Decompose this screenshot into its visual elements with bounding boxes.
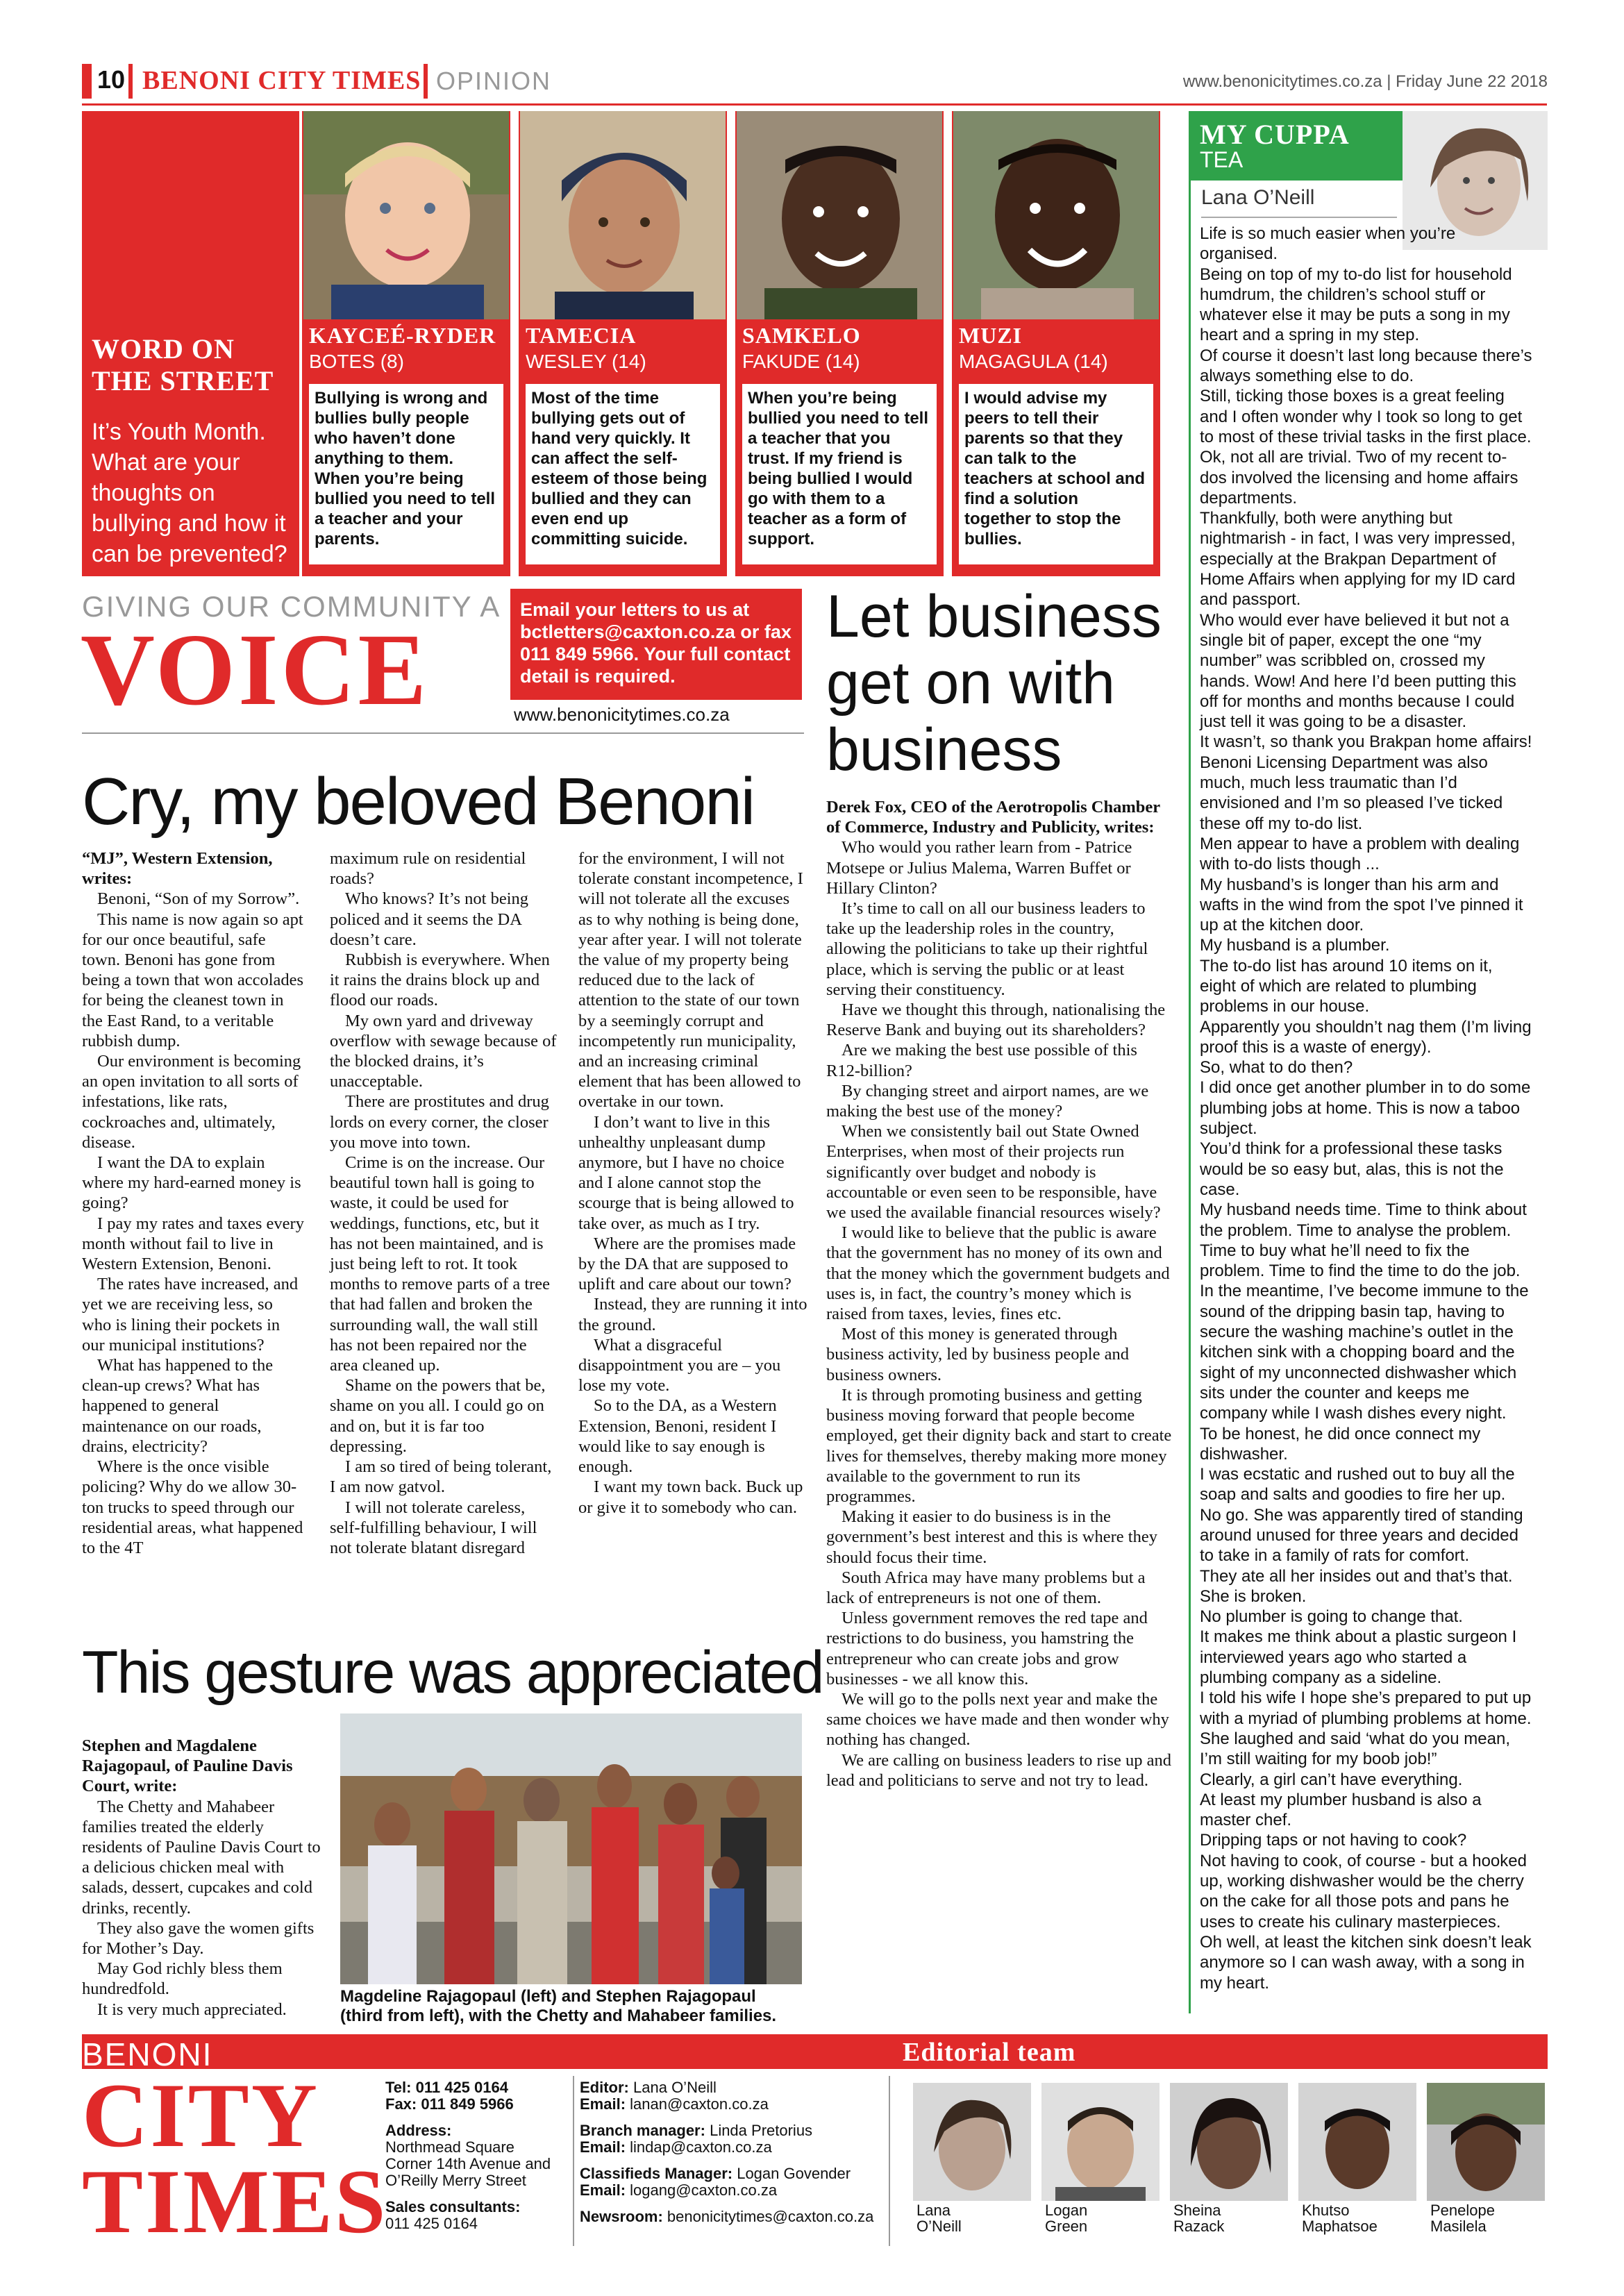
person-first-name: KAYCEÉ-RYDER	[309, 323, 496, 348]
word-on-street-title	[92, 333, 274, 397]
sales-label	[385, 2199, 573, 2215]
paragraph: Instead, they are running it into the ground.	[578, 1295, 807, 1334]
voice-kicker: GIVING OUR COMMUNITY A	[82, 590, 501, 623]
header-divider	[128, 64, 133, 99]
label: Sales consultants:	[385, 2198, 521, 2215]
paragraph: Are we making the best use possible of this R12-billion?	[826, 1041, 1137, 1080]
email-value[interactable]: logang@caxton.co.za	[630, 2181, 778, 2199]
divider	[1201, 217, 1397, 218]
team-photo	[1041, 2083, 1160, 2201]
my-cuppa-body	[1200, 224, 1533, 1993]
label: Address:	[385, 2122, 452, 2139]
divider	[82, 732, 804, 734]
paragraph: My own yard and driveway overflow with sewage because of the blocked drains, it’s unacceptable.	[330, 1011, 557, 1091]
photo-caption: Magdeline Rajagopaul (left) and Stephen Rajagopaul (third from left), with the Chetty and Mahabeer families.	[340, 1987, 777, 2025]
paragraph: Life is so much easier when you’re organised.	[1200, 224, 1456, 264]
first-name: Sheina	[1173, 2202, 1221, 2219]
team-photo	[913, 2083, 1031, 2201]
team-member-name	[1430, 2202, 1495, 2234]
letter1-column-2	[330, 848, 559, 1558]
paragraph: Apparently you shouldn’t nag them (I’m living proof this is a waste of energy).	[1200, 1017, 1532, 1057]
byline	[826, 797, 1173, 837]
label: Newsroom:	[580, 2208, 663, 2225]
paragraph: Oh well, at least the kitchen sink doesn’t leak anymore so I can wash away, with a song in my heart.	[1200, 1932, 1532, 1993]
editor-row	[580, 2079, 885, 2096]
paragraph: Clearly, a girl can’t have everything.	[1200, 1770, 1463, 1789]
fax-value: 011 849 5966	[421, 2095, 514, 2113]
voice-heading: VOICE	[81, 613, 430, 727]
paragraph: I did once get another plumber in to do some plumbing jobs at home. This is now a taboo subject.	[1200, 1078, 1531, 1139]
team-member-name	[916, 2202, 962, 2234]
paragraph: Benoni, “Son of my Sorrow”.	[97, 889, 300, 909]
last-name: Maphatsoe	[1302, 2218, 1378, 2235]
paragraph: Shame on the powers that be, shame on you all. I could go on and on, but it is far too depressing.	[330, 1376, 546, 1456]
section-label: OPINION	[436, 67, 552, 95]
team-member-name	[1045, 2202, 1087, 2234]
footer-benoni: BENONI	[82, 2036, 213, 2072]
person-quote: When you’re being bullied you need to tell a teacher that you trust. If my friend is being bullied I would go with them to a teacher as a form of support.	[742, 384, 937, 564]
paragraph: You’d think for a professional these tasks would be so easy but, alas, this is not the case.	[1200, 1139, 1504, 1199]
paragraph: When we consistently bail out State Owned Enterprises, when most of their projects run significantly over budget and nobody is accountable or even seen to be responsible, have we used the available financial resources wisely?	[826, 1122, 1161, 1223]
branch-manager-name: Linda Pretorius	[710, 2122, 813, 2139]
paragraph: Still, ticking those boxes is a great feeling and I often wonder why I took so long to get to most of these trivial tasks in the first place.	[1200, 387, 1532, 446]
headline-cry-my-beloved-benoni: Cry, my beloved Benoni	[82, 764, 755, 839]
address-label	[385, 2122, 573, 2139]
paragraph: Being on top of my to-do list for household humdrum, the children’s school stuff or whatever else it may be puts a song in my heart and a spring in my step.	[1200, 265, 1512, 345]
paragraph: I will not tolerate careless, self-fulfilling behaviour, I will not tolerate blatant disregard	[330, 1498, 537, 1557]
paragraph: May God richly bless them hundredfold.	[82, 1959, 283, 1999]
fax-row	[385, 2096, 573, 2113]
person-last-name: FAKUDE (14)	[742, 351, 860, 372]
paragraph: Of course it doesn’t last long because there’s always something else to do.	[1200, 346, 1532, 386]
page-number: 10	[97, 65, 126, 94]
logo-line: CITY	[82, 2064, 320, 2166]
paragraph: So to the DA, as a Western Extension, Benoni, resident I would like to say enough is enough.	[578, 1396, 777, 1477]
person-quote: I would advise my peers to tell their parents so that they can talk to the teachers at school and find a solution together to stop the bullies.	[959, 384, 1153, 564]
letter1-column-1	[82, 848, 304, 1558]
paragraph: I was ecstatic and rushed out to buy all the soap and salts and goodies to fire her up.	[1200, 1465, 1515, 1505]
paragraph: Rubbish is everywhere. When it rains the drains block up and flood our roads.	[330, 950, 550, 1010]
word-on-street-intro: It’s Youth Month. What are your thoughts on bullying and how it can be prevented?	[92, 419, 287, 567]
label: Email:	[580, 2095, 626, 2113]
paragraph: We will go to the polls next year and make the same choices we have made and then wonder why nothing has changed.	[826, 1689, 1169, 1750]
team-photo	[1170, 2083, 1288, 2201]
paragraph: Unless government removes the red tape and restrictions to do business, you hamstring the entrepreneur who can create jobs and grow businesses - we all know this.	[826, 1609, 1148, 1689]
header-url-date: www.benonicitytimes.co.za | Friday June 22 2018	[1182, 72, 1548, 91]
paragraph: What a disgraceful disappointment you are – you lose my vote.	[578, 1335, 781, 1396]
paragraph: Men appear to have a problem with dealing with to-do lists though ...	[1200, 834, 1520, 874]
byline-text: Stephen and Magdalene Rajagopaul, of Pauline Davis Court, write:	[82, 1736, 293, 1796]
paragraph: No go. She was apparently tired of standing around unused for three years and decided to take in a family of rats for comfort.	[1200, 1505, 1523, 1566]
headline-let-business: Let business get on with business	[826, 583, 1162, 783]
paragraph: It’s time to call on all our business leaders to take up the leadership roles in the country, allowing the politicians to take up their rightful place, which is serving the public or at least serving their constituency.	[826, 899, 1148, 999]
paragraph: I am so tired of being tolerant, I am now gatvol.	[330, 1457, 552, 1497]
branch-manager-row	[580, 2122, 885, 2139]
byline	[82, 1736, 328, 1797]
person-photo	[303, 111, 509, 319]
label: Branch manager:	[580, 2122, 705, 2139]
paragraph: Making it easier to do business is in the government’s best interest and this is where they should focus their time.	[826, 1507, 1157, 1567]
paragraph: Who knows? It’s not being policed and it seems the DA doesn’t care.	[330, 889, 529, 949]
paragraph: I want the DA to explain where my hard-earned money is going?	[82, 1153, 301, 1213]
first-name: Penelope	[1430, 2202, 1495, 2219]
team-photo	[1298, 2083, 1416, 2201]
my-cuppa-subtitle: TEA	[1200, 147, 1244, 172]
first-name: Logan	[1045, 2202, 1088, 2219]
paragraph: At least my plumber husband is also a master chef.	[1200, 1790, 1482, 1830]
divider	[889, 2076, 890, 2246]
paragraph: The rates have increased, and yet we are receiving less, so who is lining their pockets in our municipal institutions?	[82, 1275, 299, 1355]
last-name: Green	[1045, 2218, 1088, 2235]
paragraph: My husband’s is longer than his arm and wafts in the wind from the spot I’ve pinned it up at the kitchen door.	[1200, 875, 1523, 935]
address-line: Northmead Square	[385, 2138, 514, 2156]
paragraph: The Chetty and Mahabeer families treated the elderly residents of Pauline Davis Court to a delicious chicken meal with salads, dessert, cupcakes and cold drinks, recently.	[82, 1797, 321, 1918]
title-line: WORD ON	[92, 333, 235, 364]
paragraph: This name is now again so apt for our once beautiful, safe town. Benoni has gone from being a town that won accolades for being the cleanest town in the East Rand, to a veritable rubbish dump.	[82, 910, 304, 1050]
person-photo	[520, 111, 726, 319]
paragraph: Who would you rather learn from - Patrice Motsepe or Julius Malema, Warren Buffet or Hillary Clinton?	[826, 838, 1132, 898]
paragraph: I don’t want to live in this unhealthy unpleasant dump anymore, but I have no choice and I alone cannot stop the scourge that is being allowed to take over, as much as I try.	[578, 1112, 794, 1233]
person-first-name: MUZI	[959, 323, 1023, 348]
paragraph: It is through promoting business and getting business moving forward that people become employed, get their dignity back and start to create lives for themselves, thereby making more money available to the government to run its programmes.	[826, 1385, 1172, 1506]
paragraph: By changing street and airport names, are we making the best use of the money?	[826, 1081, 1149, 1121]
paragraph: maximum rule on residential roads?	[330, 849, 526, 889]
paragraph: Crime is on the increase. Our beautiful town hall is going to waste, it could be used for weddings, functions, etc, but it has not been maintained, and is just being left to rot. It took months to remove parts of a tree that had fallen and broken the surrounding wall, the wall still has not been repaired nor the area cleaned up.	[330, 1153, 551, 1375]
paragraph: Dripping taps or not having to cook?	[1200, 1831, 1467, 1850]
person-quote: Most of the time bullying gets out of hand very quickly. It can affect the self-esteem of those being bullied and they can even end up committing suicide.	[526, 384, 720, 564]
paragraph: for the environment, I will not tolerate constant incompetence, I will not tolerate all the excuses as to why nothing is being done, year after year. I will not tolerate the value of my property being reduced due to the lack of attention to the state of our town by a seemingly corrupt and incompetently run municipality, and an increasing criminal element that has been allowed to overtake in our town.	[578, 849, 803, 1112]
paragraph: To be honest, he did once connect my dishwasher.	[1200, 1424, 1481, 1464]
website-link[interactable]: www.benonicitytimes.co.za	[514, 704, 730, 725]
paragraph: I want my town back. Buck up or give it to somebody who can.	[578, 1477, 803, 1517]
address-line: Corner 14th Avenue and	[385, 2155, 551, 2172]
email-value[interactable]: lanan@caxton.co.za	[630, 2095, 769, 2113]
my-cuppa-title: MY CUPPA	[1200, 119, 1350, 150]
address-line: O’Reilly Merry Street	[385, 2172, 526, 2189]
street-person	[735, 111, 944, 576]
label: Classifieds Manager:	[580, 2165, 733, 2182]
person-photo	[953, 111, 1159, 319]
paragraph: The to-do list has around 10 items on it, eight of which are related to plumbing problems in our house.	[1200, 956, 1493, 1016]
header-accent	[82, 64, 92, 99]
letter3-body	[826, 797, 1173, 1791]
last-name: Razack	[1173, 2218, 1225, 2235]
label: Editor:	[580, 2079, 629, 2096]
logo-line: TIMES	[82, 2150, 388, 2252]
person-last-name: MAGAGULA (14)	[959, 351, 1108, 372]
paragraph: It wasn’t, so thank you Brakpan home affairs!	[1200, 732, 1532, 752]
paragraph: Where is the once visible policing? Why do we allow 30-ton trucks to speed through our residential areas, what happened to the 4T	[82, 1457, 303, 1557]
paragraph: They also gave the women gifts for Mother’s Day.	[82, 1918, 315, 1959]
editorial-team-title: Editorial team	[903, 2038, 1076, 2067]
paragraph: My husband is a plumber.	[1200, 936, 1390, 955]
letter2-body	[82, 1736, 328, 2020]
byline-text: “MJ”, Western Extension, writes:	[82, 849, 273, 889]
paragraph: What has happened to the clean-up crews? What has happened to general maintenance on our roads, drains, electricity?	[82, 1356, 274, 1456]
divider	[573, 2076, 574, 2246]
word-on-street-panel	[82, 111, 299, 576]
paragraph: Thankfully, both were anything but nightmarish - in fact, I was very impressed, especially at the Brakpan Department of Home Affairs when applying for my ID card and passport.	[1200, 509, 1516, 610]
paragraph: Our environment is becoming an open invitation to all sorts of infestations, like rats, cockroaches and, ultimately, disease.	[82, 1052, 301, 1152]
last-name: Masilela	[1430, 2218, 1487, 2235]
byline-text: Derek Fox, CEO of the Aerotropolis Chamber of Commerce, Industry and Publicity, writes:	[826, 798, 1160, 837]
editor-name: Lana O’Neill	[633, 2079, 717, 2096]
paragraph: Not having to cook, of course - but a hooked up, working dishwasher would be the cherry on the cake for all those pots and pans he uses to create his culinary masterpieces.	[1200, 1851, 1527, 1932]
newsroom-email[interactable]: benonicitytimes@caxton.co.za	[667, 2208, 874, 2225]
email-row	[580, 2182, 885, 2199]
paragraph: Where are the promises made by the DA that are supposed to uplift and care about our town?	[578, 1234, 796, 1294]
label: Tel:	[385, 2079, 412, 2096]
paragraph: They ate all her insides out and that’s that.	[1200, 1566, 1513, 1586]
classifieds-row	[580, 2165, 885, 2182]
person-last-name: BOTES (8)	[309, 351, 404, 372]
paper-title: BENONI CITY TIMES	[142, 66, 421, 95]
last-name: O’Neill	[916, 2218, 962, 2235]
my-cuppa-author: Lana O’Neill	[1201, 186, 1315, 209]
title-line: THE STREET	[92, 365, 274, 396]
contact-info	[385, 2079, 573, 2232]
email-row	[580, 2096, 885, 2113]
email-row	[580, 2139, 885, 2156]
paragraph: I would like to believe that the public is aware that the government has no money of its own and that the money which the government budgets and uses is, in fact, the country’s money which is raised from taxes, levies, fines etc.	[826, 1223, 1170, 1324]
label: Fax:	[385, 2095, 417, 2113]
header-divider	[424, 64, 428, 99]
paragraph: Benoni Licensing Department was also much, much less traumatic than I’d envisioned and I’m so pleased I’ve ticked these off my to-do list.	[1200, 753, 1503, 833]
paragraph: My husband needs time. Time to think about the problem. Time to analyse the problem. Time to buy what he’ll need to fix the problem. Time to find the time to do the job.	[1200, 1200, 1527, 1281]
letters-info-box: Email your letters to us at bctletters@caxton.co.za or fax 011 849 5966. Your full contact detail is required.	[510, 589, 802, 700]
byline	[82, 848, 304, 889]
newsroom-row	[580, 2209, 885, 2225]
label: Email:	[580, 2181, 626, 2199]
paragraph: It makes me think about a plastic surgeon I interviewed years ago who started a plumbing company as a sideline.	[1200, 1627, 1517, 1688]
person-first-name: TAMECIA	[526, 323, 637, 348]
tel-value: 011 425 0164	[415, 2079, 508, 2096]
footer-logo	[82, 2064, 388, 2252]
paragraph: In the meantime, I’ve become immune to the sound of the dripping basin tap, having to secure the washing machine’s outlet in the kitchen sink with a chopping board and the sight of my unconnected dishwasher which sits under the counter and keeps me company while I wash dishes every night.	[1200, 1282, 1529, 1423]
paragraph: She is broken.	[1200, 1586, 1307, 1606]
sales-value: 011 425 0164	[385, 2215, 478, 2232]
person-last-name: WESLEY (14)	[526, 351, 646, 372]
first-name: Khutso	[1302, 2202, 1350, 2219]
paragraph: There are prostitutes and drug lords on every corner, the closer you move into town.	[330, 1092, 549, 1152]
paragraph: No plumber is going to change that.	[1200, 1607, 1463, 1627]
label: Email:	[580, 2138, 626, 2156]
paragraph: I told his wife I hope she’s prepared to put up with a myriad of plumbing problems at home. She laughed and said ‘what do you mean, I’m still waiting for my boob job!”	[1200, 1689, 1532, 1769]
person-quote: Bullying is wrong and bullies bully people who haven’t done anything to them. When you’re being bullied you need to tell a teacher and your parents.	[309, 384, 503, 564]
tel-row	[385, 2079, 573, 2096]
email-value[interactable]: lindap@caxton.co.za	[630, 2138, 772, 2156]
headline-gesture-appreciated: This gesture was appreciated	[82, 1639, 823, 1706]
team-member-name	[1173, 2202, 1224, 2234]
street-person	[519, 111, 727, 576]
person-photo	[737, 111, 942, 319]
team-photo	[1427, 2083, 1545, 2201]
letter1-column-3	[578, 848, 807, 1518]
paragraph: Ok, not all are trivial. Two of my recent to-dos involved the licensing and home affairs departments.	[1200, 448, 1518, 508]
paragraph: We are calling on business leaders to rise up and lead and politicians to serve and not try to lead.	[826, 1750, 1171, 1790]
first-name: Lana	[916, 2202, 951, 2219]
paragraph: Have we thought this through, nationalising the Reserve Bank and buying out its shareholders?	[826, 1000, 1166, 1040]
street-person	[952, 111, 1160, 576]
paragraph: So, what to do then?	[1200, 1058, 1353, 1078]
paragraph: I pay my rates and taxes every month without fail to live in Western Extension, Benoni.	[82, 1214, 304, 1274]
person-first-name: SAMKELO	[742, 323, 861, 348]
team-member-name	[1302, 2202, 1378, 2234]
street-person	[302, 111, 510, 576]
staff-info	[580, 2079, 885, 2225]
paragraph: Who would ever have believed it but not a single bit of paper, except the one “my number” was scribbled on, crossed my hands. Wow! And here I’d been putting this off for months and months because I could just tell it was going to be a disaster.	[1200, 610, 1516, 732]
classifieds-name: Logan Govender	[737, 2165, 851, 2182]
paragraph: Most of this money is generated through business activity, led by business people and business owners.	[826, 1325, 1129, 1384]
paragraph: It is very much appreciated.	[97, 2000, 287, 2019]
group-photo	[340, 1713, 802, 1984]
paragraph: South Africa may have many problems but a lack of entrepreneurs is not one of them.	[826, 1568, 1146, 1607]
